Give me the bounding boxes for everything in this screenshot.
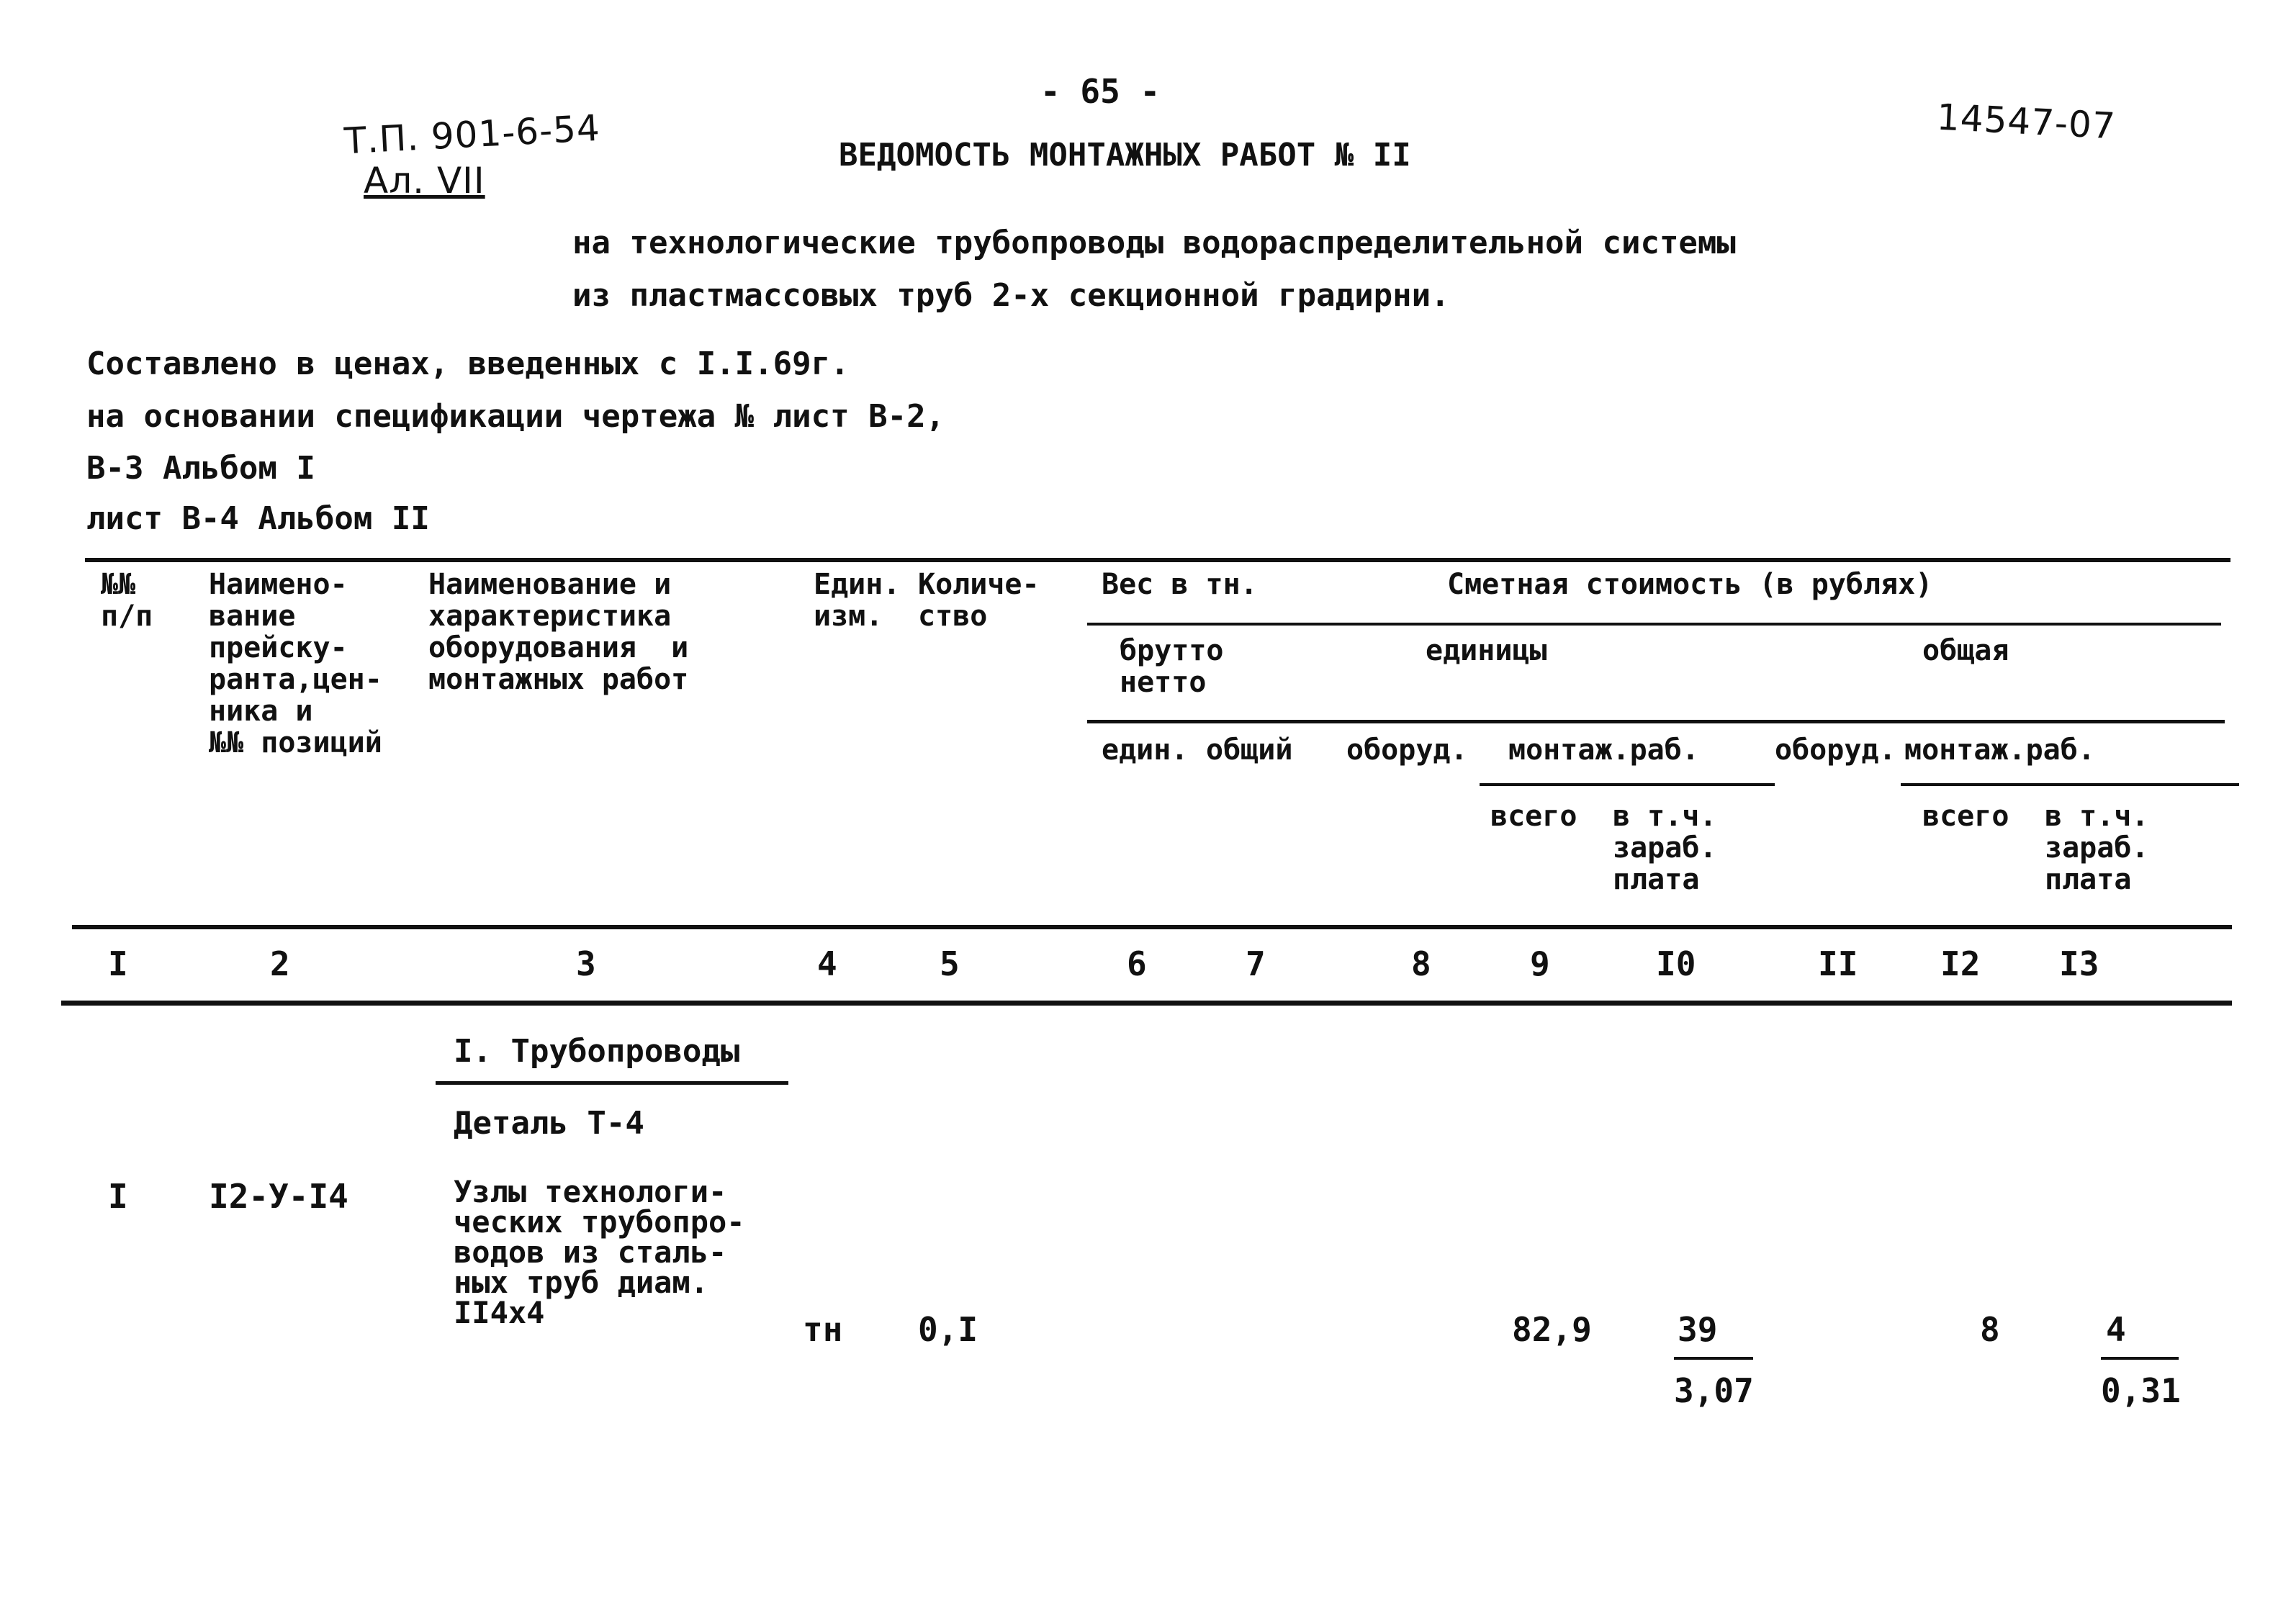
header-equipment-total: оборуд. — [1775, 733, 1896, 767]
header-weight-unit: един. — [1102, 733, 1189, 767]
row-description: Узлы технологи- ческих трубопро- водов из сталь- ных труб диам. II4x4 — [454, 1174, 745, 1330]
header-bottom-rule — [72, 925, 2232, 929]
document-code: 14547-07 — [1935, 96, 2117, 148]
row-wages-unit: 39 — [1678, 1310, 1718, 1349]
col-number-12: I2 — [1940, 944, 1981, 983]
corner-stamp-line2: Ал. VII — [364, 160, 485, 202]
rule-mont-total — [1901, 783, 2239, 786]
document-title: ВЕДОМОСТЬ МОНТАЖНЫХ РАБОТ № II — [839, 137, 1411, 173]
section-detail: Деталь Т-4 — [454, 1105, 644, 1142]
table-top-rule — [85, 558, 2230, 562]
page-number: - 65 - — [1040, 72, 1161, 111]
header-col-qty: Количе- ство — [918, 568, 1040, 633]
row-number: I — [108, 1177, 128, 1216]
header-col-description: Наименование и характеристика оборудования и монтажных работ — [428, 568, 689, 696]
note-line3: В-3 Альбом I — [86, 450, 315, 487]
col-number-1: I — [108, 944, 128, 983]
col-number-8: 8 — [1411, 944, 1431, 983]
header-mounting-total: монтаж.раб. — [1904, 733, 2095, 767]
header-estimated-cost: Сметная стоимость (в рублях) — [1447, 568, 1933, 601]
section-title-underline — [436, 1081, 788, 1085]
row-mounting-unit-total: 82,9 — [1512, 1310, 1592, 1349]
col-number-4: 4 — [817, 944, 837, 983]
subtitle-line1: на технологические трубопроводы водораспределительной системы — [572, 225, 1736, 261]
header-total-unit: всего — [1490, 800, 1577, 833]
col-number-10: I0 — [1656, 944, 1696, 983]
rule-cost-subheader — [1087, 623, 2221, 626]
header-equipment-unit: оборуд. — [1346, 733, 1468, 767]
fraction-rule-total — [2101, 1357, 2179, 1360]
col-number-6: 6 — [1127, 944, 1147, 983]
col-number-2: 2 — [270, 944, 290, 983]
row-unit: тн — [803, 1310, 843, 1349]
col-number-7: 7 — [1246, 944, 1266, 983]
corner-stamp-line1: Т.П. 901-6-54 — [343, 107, 602, 163]
header-total-cost: общая — [1922, 634, 2009, 667]
note-line4: лист В-4 Альбом II — [86, 500, 430, 537]
header-incl-wages-total: в т.ч. зараб. плата — [2045, 800, 2149, 896]
subtitle-line2: из пластмассовых труб 2-х секционной градирни. — [572, 277, 1450, 314]
row-wages-total-weight: 0,31 — [2101, 1371, 2181, 1410]
header-col-unit: Един. изм. — [814, 568, 901, 633]
header-incl-wages-unit: в т.ч. зараб. плата — [1613, 800, 1717, 896]
col-number-9: 9 — [1530, 944, 1550, 983]
row-quantity: 0,I — [918, 1310, 978, 1349]
col-number-11: II — [1818, 944, 1858, 983]
header-brutto-netto: брутто нетто — [1120, 634, 1224, 699]
row-wages-unit-weight: 3,07 — [1674, 1371, 1754, 1410]
header-weight-total: общий — [1206, 733, 1293, 767]
row-mounting-total: 8 — [1980, 1310, 2000, 1349]
rule-columns-subheader — [1087, 720, 2225, 723]
header-weight: Вес в тн. — [1102, 568, 1258, 601]
col-number-3: 3 — [576, 944, 596, 983]
note-line1: Составлено в ценах, введенных с I.I.69г. — [86, 346, 850, 382]
col-numbers-bottom-rule — [61, 1001, 2232, 1006]
rule-mont-unit — [1480, 783, 1775, 786]
header-col-pricelist: Наимено- вание прейску- ранта,цен- ника и №№ позиций — [209, 568, 382, 759]
header-mounting-unit: монтаж.раб. — [1508, 733, 1699, 767]
header-total-total: всего — [1922, 800, 2009, 833]
section-title: I. Трубопроводы — [454, 1033, 740, 1070]
fraction-rule-unit — [1674, 1357, 1753, 1360]
header-col-num: №№ п/п — [101, 568, 153, 633]
row-wages-total: 4 — [2106, 1310, 2126, 1349]
col-number-13: I3 — [2059, 944, 2099, 983]
note-line2: на основании спецификации чертежа № лист В-2, — [86, 398, 945, 435]
row-pricelist-code: I2-У-I4 — [209, 1177, 348, 1216]
header-unit-cost: единицы — [1426, 634, 1547, 667]
col-number-5: 5 — [940, 944, 960, 983]
